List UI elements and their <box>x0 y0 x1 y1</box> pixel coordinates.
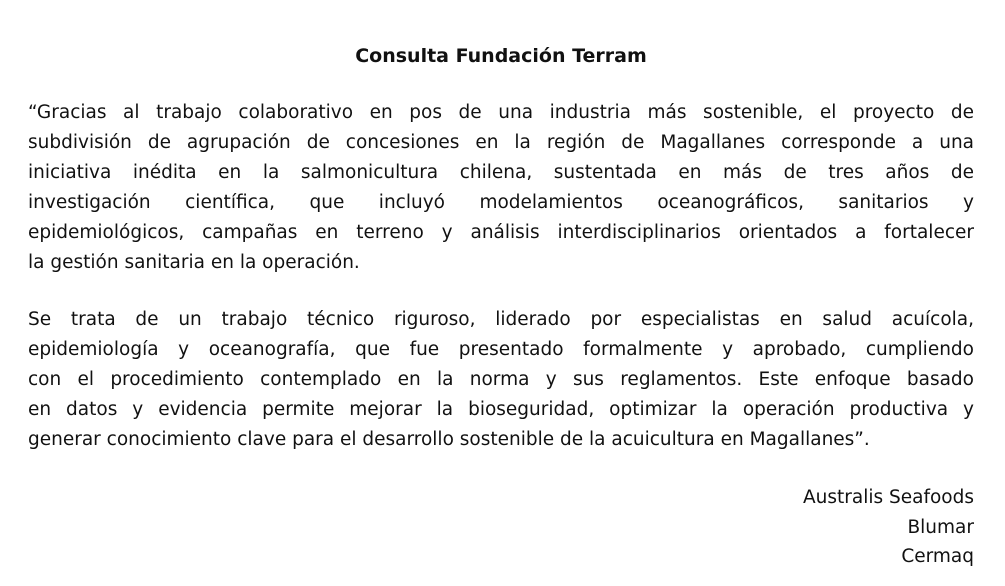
paragraph-line: con el procedimiento contemplado en la norma y sus reglamentos. Este enfoque basado <box>28 369 974 390</box>
paragraph-line: iniciativa inédita en la salmonicultura chilena, sustentada en más de tres años de <box>28 162 974 183</box>
paragraph-line: la gestión sanitaria en la operación. <box>28 252 360 273</box>
paragraph-line: epidemiología y oceanografía, que fue presentado formalmente y aprobado, cumpliendo <box>28 339 974 360</box>
paragraph-line: epidemiológicos, campañas en terreno y análisis interdisciplinarios orientados a fortalecer <box>28 222 974 243</box>
paragraph-line: generar conocimiento clave para el desarrollo sostenible de la acuicultura en Magallanes”. <box>28 429 870 450</box>
paragraph-2 <box>28 305 974 455</box>
document-page <box>28 0 974 586</box>
signatory-australis-seafoods: Australis Seafoods <box>802 487 974 508</box>
signatory-blumar: Blumar <box>907 516 974 538</box>
signatories-block <box>28 483 974 572</box>
signatory-cermaq: Cermaq <box>901 546 974 567</box>
paragraph-line: investigación científica, que incluyó modelamientos oceanográficos, sanitarios y <box>28 192 974 213</box>
paragraph-line: “Gracias al trabajo colaborativo en pos de una industria más sostenible, el proyecto de <box>28 102 974 123</box>
paragraph-line: subdivisión de agrupación de concesiones en la región de Magallanes corresponde a una <box>28 132 974 153</box>
paragraph-line: Se trata de un trabajo técnico riguroso, liderado por especialistas en salud acuícola, <box>28 309 974 330</box>
paragraph-1 <box>28 98 974 278</box>
document-title: Consulta Fundación Terram <box>355 45 647 67</box>
paragraph-line: en datos y evidencia permite mejorar la bioseguridad, optimizar la operación productiva y <box>28 399 974 420</box>
